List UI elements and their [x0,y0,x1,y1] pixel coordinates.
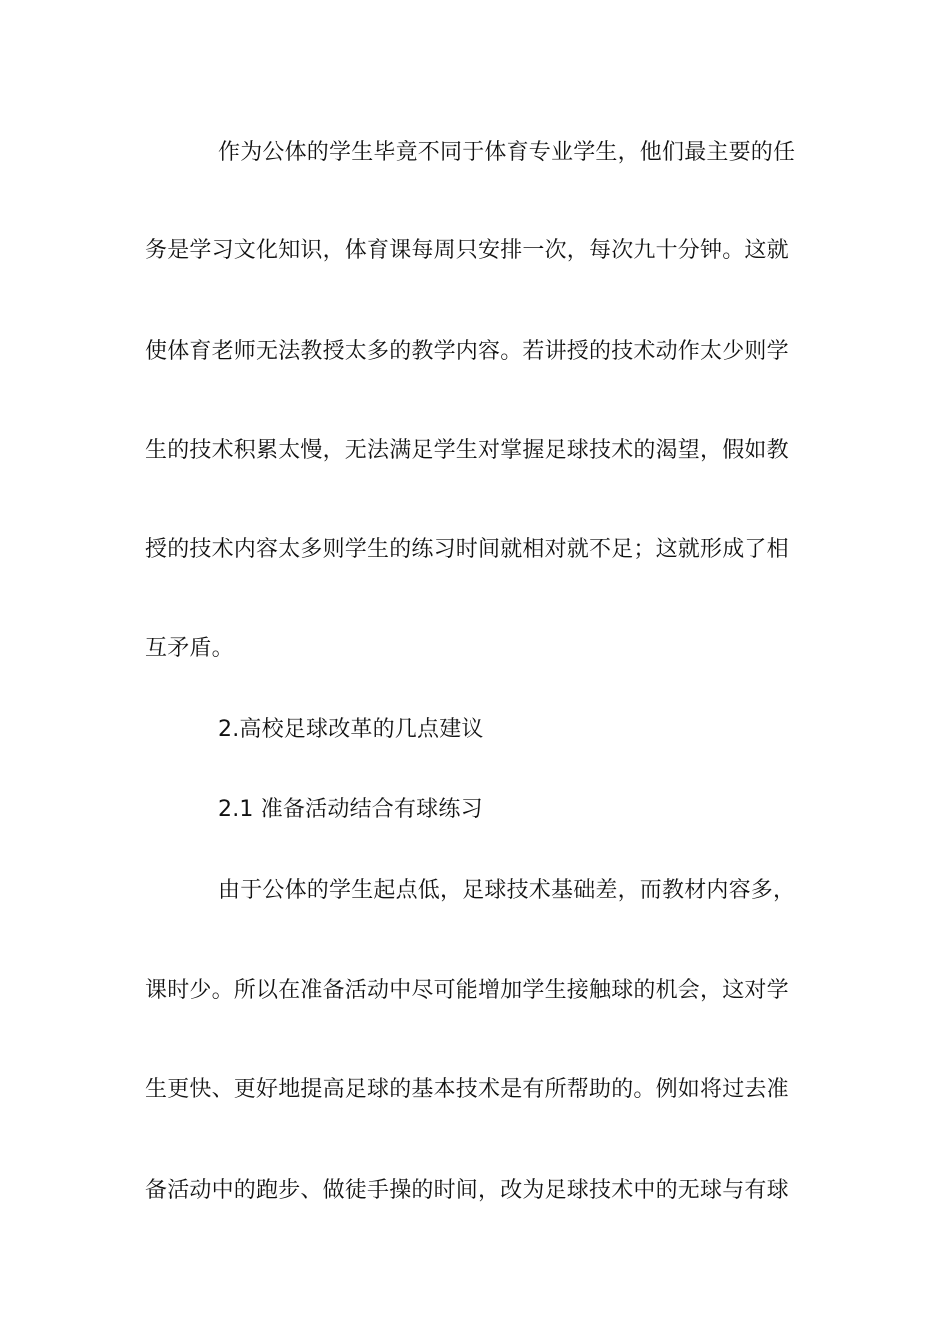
paragraph-2-line-1: 由于公体的学生起点低，足球技术基础差，而教材内容多， [218,878,796,903]
section-heading-2: 2.高校足球改革的几点建议 [218,717,484,742]
paragraph-2-line-2: 课时少。所以在准备活动中尽可能增加学生接触球的机会，这对学 [145,978,789,1003]
paragraph-2-line-4: 备活动中的跑步、做徒手操的时间，改为足球技术中的无球与有球 [145,1178,789,1203]
paragraph-1-line-2: 务是学习文化知识，体育课每周只安排一次，每次九十分钟。这就 [145,238,789,263]
paragraph-2-line-3: 生更快、更好地提高足球的基本技术是有所帮助的。例如将过去准 [145,1077,789,1102]
paragraph-1-line-6: 互矛盾。 [145,636,234,661]
paragraph-1-line-5: 授的技术内容太多则学生的练习时间就相对就不足；这就形成了相 [145,537,789,562]
section-heading-2-1: 2.1 准备活动结合有球练习 [218,797,483,822]
paragraph-1-line-4: 生的技术积累太慢，无法满足学生对掌握足球技术的渴望，假如教 [145,438,789,463]
paragraph-1-line-3: 使体育老师无法教授太多的教学内容。若讲授的技术动作太少则学 [145,339,789,364]
paragraph-1-line-1: 作为公体的学生毕竟不同于体育专业学生，他们最主要的任 [218,140,796,165]
